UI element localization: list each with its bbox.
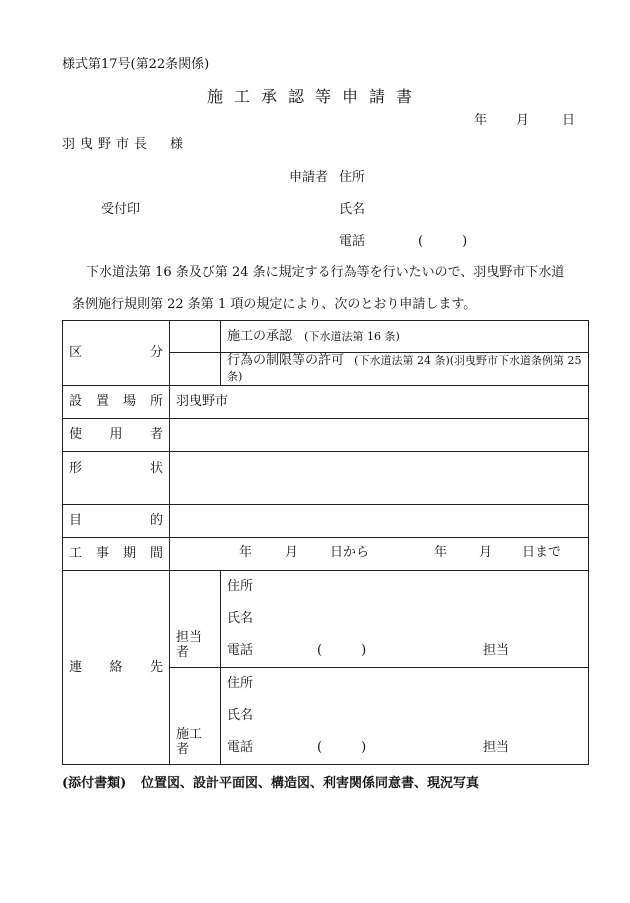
document-title: 施工承認等申請書 [206, 87, 423, 106]
location-label-cell: 設 置 場 所 [63, 386, 170, 419]
shape-value [170, 452, 589, 505]
contact-person-phone-label: 電話 [227, 643, 254, 659]
contractor-label: 施工者 [170, 668, 221, 765]
purpose-label-cell: 目 的 [63, 505, 170, 538]
applicant-name-label: 氏名 [339, 202, 366, 217]
contact-person-address-label: 住所 [227, 579, 254, 595]
category-option-1-note: (下水道法第 16 条) [304, 329, 400, 343]
category-option-2 [221, 353, 589, 386]
contact-person-label: 担当者 [170, 571, 221, 668]
application-table [62, 320, 589, 765]
category-label: 区 分 [69, 345, 163, 361]
addressee: 羽曳野市長 [62, 137, 153, 152]
contact-person-name-label: 氏名 [227, 611, 254, 627]
attachments-label: (添付書類) [62, 776, 127, 791]
contact-person-phone-parens: ( ) [317, 643, 367, 659]
category-option-2-note: (下水道法第 24 条)(羽曳野市下水道条例第 25 条) [227, 354, 582, 383]
contractor-address-label: 住所 [227, 676, 254, 692]
applicant-label: 申請者 [289, 170, 329, 185]
addressee-suffix: 様 [170, 137, 184, 152]
applicant-phone-parens: ( ) [418, 234, 468, 249]
date-month: 月 [516, 113, 530, 128]
period-value: 年 月 日から 年 月 日まで [170, 538, 589, 571]
date-day: 日 [562, 113, 576, 128]
period-label-cell: 工 事 期 間 [63, 538, 170, 571]
category-option-1-text: 施工の承認 [227, 328, 293, 344]
contact-person-block [221, 571, 589, 668]
contact-label-cell: 連 絡 先 [63, 571, 170, 765]
form-number: 様式第17号(第22条関係) [62, 57, 210, 72]
user-value [170, 419, 589, 452]
shape-label-cell: 形 状 [63, 452, 170, 505]
category-label-cell [63, 321, 170, 386]
user-label-cell: 使 用 者 [63, 419, 170, 452]
intro-line-1: 下水道法第 16 条及び第 24 条に規定する行為等を行いたいので、羽曳野市下水道 [86, 265, 565, 280]
contractor-name-label: 氏名 [227, 708, 254, 724]
category-option-1 [221, 321, 589, 353]
intro-line-2: 条例施行規則第 22 条第 1 項の規定により、次のとおり申請します。 [72, 297, 477, 312]
contractor-block [221, 668, 589, 765]
applicant-address-label: 住所 [339, 170, 366, 185]
date-year: 年 [474, 113, 488, 128]
contractor-in-charge: 担当 [483, 740, 510, 756]
category-option-2-text: 行為の制限等の許可 [227, 353, 345, 369]
location-value: 羽曳野市 [170, 386, 589, 419]
contact-person-in-charge: 担当 [483, 643, 510, 659]
applicant-phone-label: 電話 [339, 234, 366, 249]
contractor-phone-parens: ( ) [317, 740, 367, 756]
purpose-value [170, 505, 589, 538]
contractor-phone-label: 電話 [227, 740, 254, 756]
attachments-value: 位置図、設計平面図、構造図、利害関係同意書、現況写真 [141, 776, 480, 791]
reception-stamp: 受付印 [101, 202, 141, 217]
